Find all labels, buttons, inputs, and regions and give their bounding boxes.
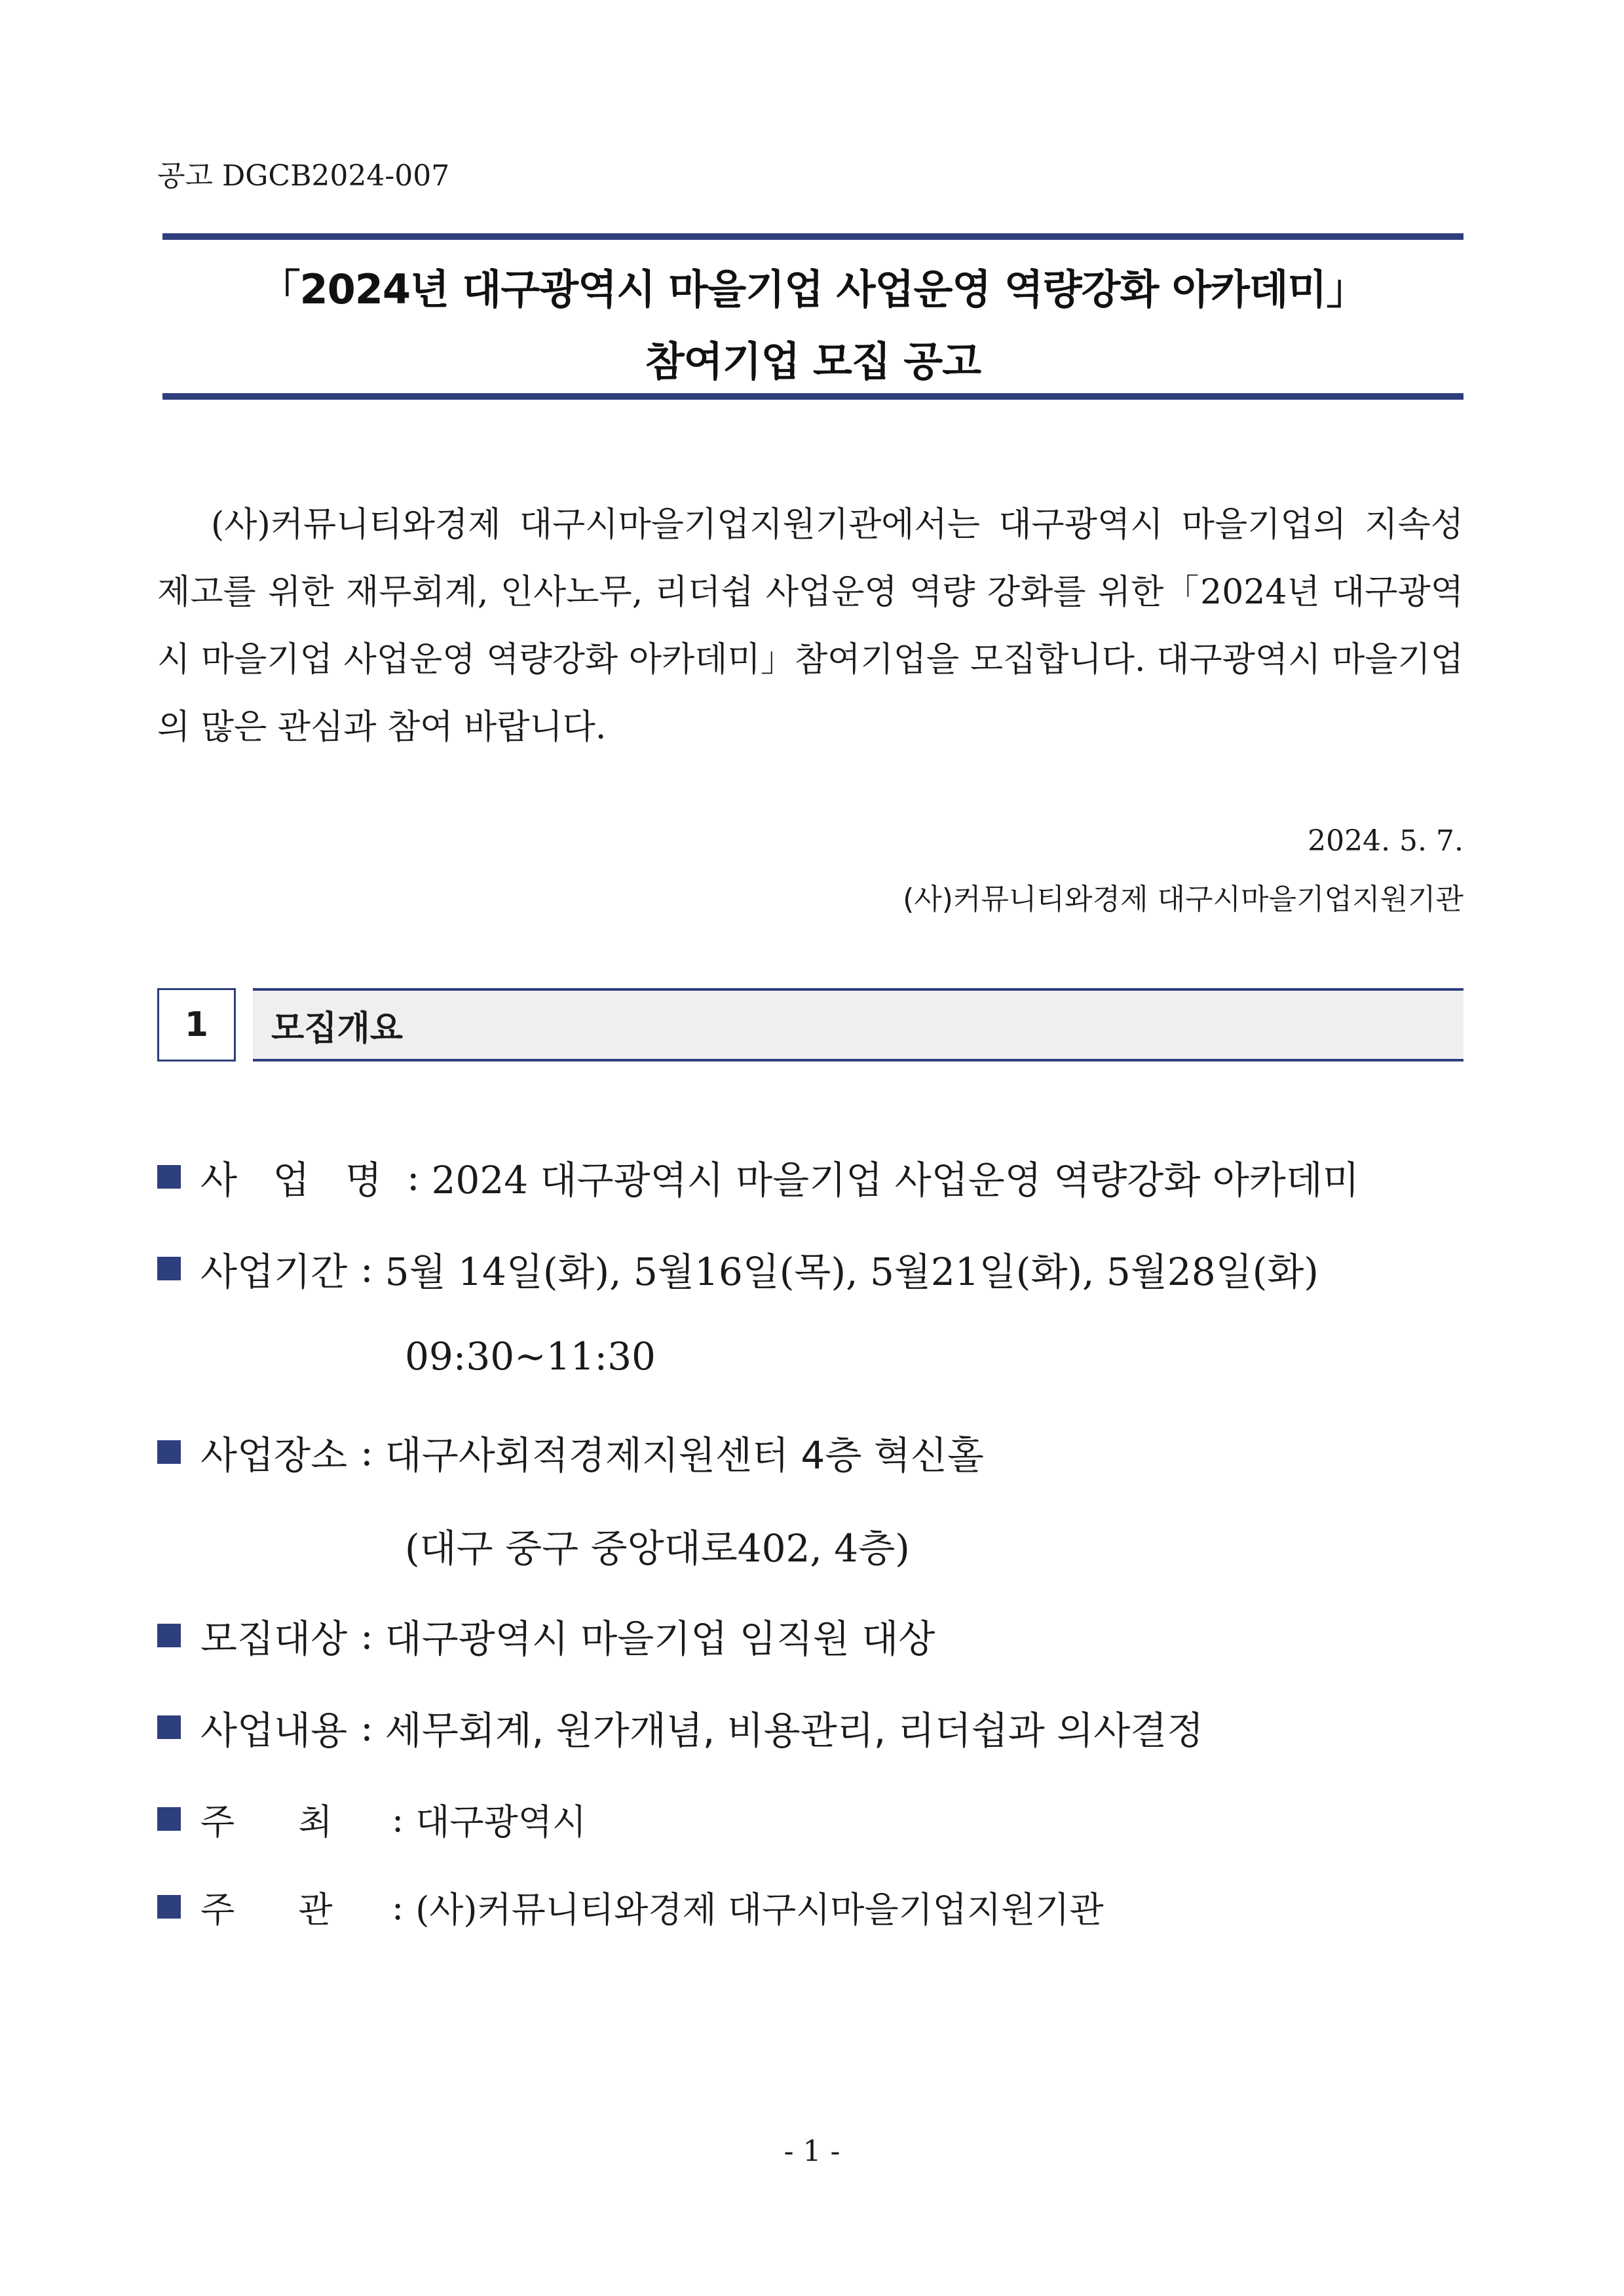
- square-bullet-icon: [157, 1624, 181, 1647]
- item-value: 2024 대구광역시 마을기업 사업운영 역량강화 아카데미: [431, 1158, 1359, 1202]
- item-separator: :: [392, 1798, 404, 1840]
- item-label: 주 최: [200, 1801, 333, 1843]
- item-label: 사업기간: [200, 1250, 348, 1294]
- item-value: 대구광역시: [415, 1801, 587, 1843]
- intro-paragraph: (사)커뮤니티와경제 대구시마을기업지원기관에서는 대구광역시 마을기업의 지속성 제고를 위한 재무회계, 인사노무, 리더쉽 사업운영 역량 강화를 위한「2024년 대구광역시 마을기업 사업운영 역량강화 아카데미」참여기업을 모집합니다. 대구광역시 마을기업의 많은 관심과 참여 바랍니다.: [157, 505, 1463, 747]
- title-rule-bottom: [162, 393, 1463, 400]
- item-value: (사)커뮤니티와경제 대구시마을기업지원기관: [415, 1888, 1104, 1930]
- item-separator: :: [360, 1705, 373, 1750]
- item-value-continuation: 09:30~11:30: [405, 1334, 656, 1379]
- page-number: - 1 -: [784, 2135, 840, 2168]
- item-label: 주 관: [200, 1888, 333, 1930]
- item-label: 사 업 명: [200, 1158, 394, 1202]
- item-label: 사업장소: [200, 1433, 348, 1478]
- item-separator: :: [360, 1613, 373, 1658]
- square-bullet-icon: [157, 1440, 181, 1464]
- square-bullet-icon: [157, 1715, 181, 1739]
- item-value: 세무회계, 원가개념, 비용관리, 리더쉽과 의사결정: [385, 1708, 1204, 1753]
- square-bullet-icon: [157, 1807, 181, 1831]
- item-value-continuation: (대구 중구 중앙대로402, 4층): [405, 1526, 910, 1571]
- section-title: [253, 988, 1463, 1062]
- overview-item-host: [157, 1793, 586, 1845]
- section-number: 1: [157, 988, 236, 1062]
- notice-number: 공고 DGCB2024-007: [157, 159, 450, 193]
- square-bullet-icon: [157, 1257, 181, 1280]
- document-title-line1: 「2024년 대구광역시 마을기업 사업운영 역량강화 아카데미」: [259, 265, 1367, 313]
- item-value: 대구사회적경제지원센터 4층 혁신홀: [385, 1433, 984, 1478]
- item-label: 사업내용: [200, 1708, 348, 1753]
- title-rule-top: [162, 233, 1463, 240]
- overview-item-venue: [157, 1426, 984, 1478]
- item-value: 대구광역시 마을기업 임직원 대상: [385, 1617, 935, 1661]
- issuing-organization: (사)커뮤니티와경제 대구시마을기업지원기관: [903, 883, 1463, 916]
- square-bullet-icon: [157, 1165, 181, 1189]
- document-title-line2: 참여기업 모집 공고: [645, 337, 981, 385]
- overview-item-period: [157, 1242, 1319, 1295]
- overview-item-target: [157, 1609, 935, 1662]
- overview-item-content: [157, 1701, 1203, 1753]
- overview-item-organizer: [157, 1881, 1104, 1933]
- item-separator: :: [360, 1246, 373, 1291]
- overview-item-project-name: [157, 1151, 1359, 1203]
- item-label: 모집대상: [200, 1617, 348, 1661]
- section-title-text: 모집개요: [271, 1008, 403, 1048]
- item-separator: :: [406, 1155, 420, 1199]
- square-bullet-icon: [157, 1895, 181, 1919]
- item-value: 5월 14일(화), 5월16일(목), 5월21일(화), 5월28일(화): [385, 1250, 1319, 1294]
- item-separator: :: [392, 1886, 404, 1928]
- item-separator: :: [360, 1430, 373, 1474]
- notice-date: 2024. 5. 7.: [1308, 824, 1463, 858]
